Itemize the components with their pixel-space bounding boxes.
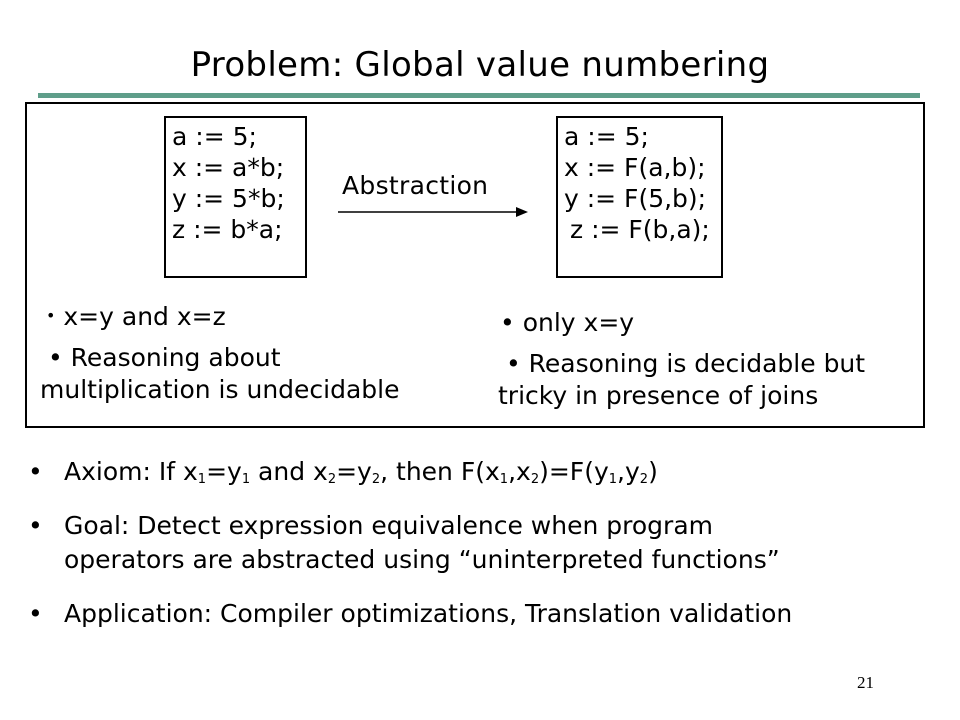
note-text: Reasoning is decidable but bbox=[528, 349, 866, 378]
application-bullet bbox=[28, 597, 928, 631]
axiom-text: and x bbox=[250, 457, 328, 486]
subscript: 2 bbox=[530, 472, 540, 487]
subscript: 2 bbox=[639, 472, 649, 487]
application-text: Application: Compiler optimizations, Translation validation bbox=[64, 599, 793, 628]
code-line: a := 5; bbox=[564, 122, 649, 151]
page-number: 21 bbox=[857, 673, 874, 692]
right-note-equalities bbox=[500, 307, 634, 339]
bullet-marker: • bbox=[28, 511, 43, 540]
bullet-dot: • bbox=[500, 308, 515, 337]
note-text: x=y and x=z bbox=[63, 302, 226, 331]
bullet-dot: • bbox=[46, 306, 56, 325]
bullet-dot: • bbox=[47, 343, 63, 372]
axiom-text: , then F(x bbox=[380, 457, 500, 486]
subscript: 2 bbox=[371, 472, 381, 487]
right-arrow-icon bbox=[338, 205, 528, 219]
note-text: multiplication is undecidable bbox=[40, 375, 400, 404]
bullet-marker: • bbox=[28, 457, 43, 486]
axiom-text: =y bbox=[206, 457, 242, 486]
code-line: y := 5*b; bbox=[172, 184, 285, 213]
goal-text: Goal: Detect expression equivalence when program bbox=[64, 511, 713, 540]
code-line: x := a*b; bbox=[172, 153, 285, 182]
note-text: Reasoning about bbox=[70, 343, 281, 372]
subscript: 1 bbox=[499, 472, 509, 487]
code-line: y := F(5,b); bbox=[564, 184, 707, 213]
abstraction-label: Abstraction bbox=[342, 171, 489, 200]
code-line: z := b*a; bbox=[172, 215, 283, 244]
subscript: 1 bbox=[608, 472, 618, 487]
goal-bullet bbox=[28, 509, 928, 577]
title-underline bbox=[38, 93, 920, 98]
subscript: 1 bbox=[197, 472, 207, 487]
axiom-text: =y bbox=[336, 457, 372, 486]
slide-title: Problem: Global value numbering bbox=[190, 45, 770, 85]
original-code-box bbox=[164, 116, 307, 278]
goal-text: operators are abstracted using “uninterpreted functions” bbox=[64, 545, 780, 574]
subscript: 1 bbox=[241, 472, 251, 487]
note-text: only x=y bbox=[522, 308, 635, 337]
axiom-text: )=F(y bbox=[539, 457, 609, 486]
axiom-text: ,x bbox=[508, 457, 531, 486]
abstracted-code-box bbox=[556, 116, 723, 278]
subscript: 2 bbox=[327, 472, 337, 487]
code-line: z := F(b,a); bbox=[570, 215, 710, 244]
bullet-list bbox=[28, 455, 928, 631]
code-line: a := 5; bbox=[172, 122, 257, 151]
axiom-text: ) bbox=[648, 457, 658, 486]
code-line: x := F(a,b); bbox=[564, 153, 706, 182]
left-note-reasoning bbox=[40, 342, 400, 406]
left-note-equalities bbox=[46, 300, 226, 333]
bullet-dot: • bbox=[505, 349, 521, 378]
axiom-text: Axiom: If x bbox=[64, 457, 198, 486]
bullet-marker: • bbox=[28, 599, 43, 628]
note-text: tricky in presence of joins bbox=[498, 381, 819, 410]
axiom-text: ,y bbox=[617, 457, 640, 486]
right-note-reasoning bbox=[498, 348, 865, 412]
axiom-bullet bbox=[28, 455, 928, 489]
